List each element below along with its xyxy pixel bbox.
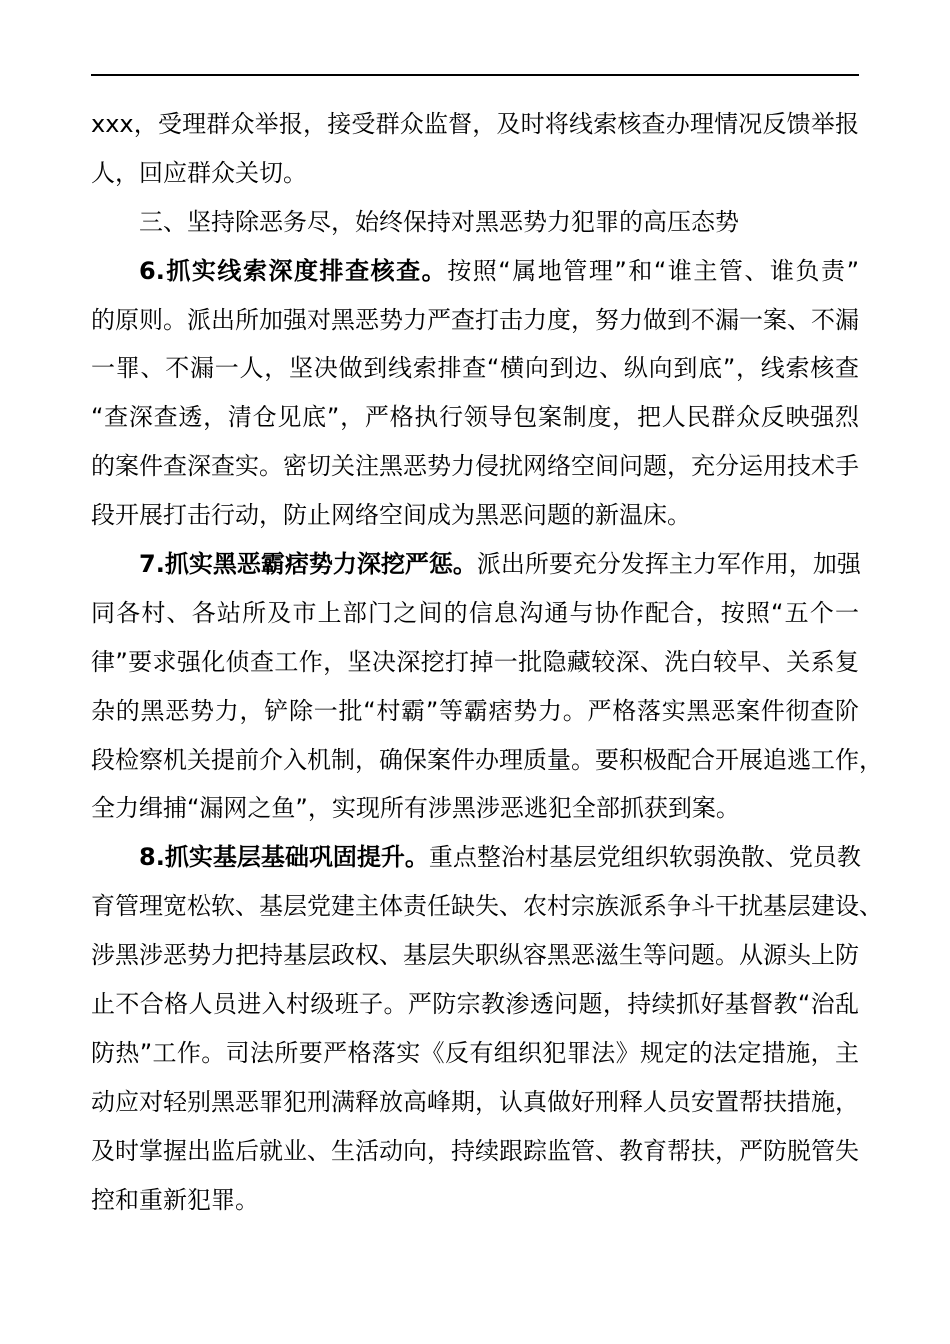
- text-line: [91, 1127, 859, 1176]
- line-text: 防热”工作。司法所要严格落实《反有组织犯罪法》规定的法定措施，主: [91, 1038, 859, 1067]
- section-heading-line: [91, 540, 859, 589]
- line-text: 一罪、不漏一人，坚决做到线索排查“横向到边、纵向到底”，线索核查: [91, 354, 859, 383]
- line-text: “查深查透，清仓见底”，严格执行领导包案制度，把人民群众反映强烈: [91, 403, 859, 432]
- document-body: [91, 100, 883, 1224]
- line-text: 动应对轻别黑恶罪犯刑满释放高峰期，认真做好刑释人员安置帮扶措施，: [91, 1087, 859, 1116]
- text-line: [91, 296, 859, 345]
- section-heading: 7.抓实黑恶霸痞势力深挖严惩。: [139, 550, 477, 579]
- line-text: 止不合格人员进入村级班子。严防宗教渗透问题，持续抓好基督教“治乱: [91, 990, 859, 1019]
- line-text: 涉黑涉恶势力把持基层政权、基层失职纵容黑恶滋生等问题。从源头上防: [91, 941, 859, 970]
- line-text: 重点整治村基层党组织软弱涣散、党员教: [428, 843, 861, 872]
- text-line: [91, 1176, 859, 1225]
- text-line: [91, 393, 859, 442]
- text-line: [91, 882, 883, 931]
- text-line: [91, 149, 859, 198]
- line-text: 按照“属地管理”和“谁主管、谁负责”: [447, 256, 860, 285]
- section-heading-line: [91, 833, 859, 882]
- section-heading: 8.抓实基层基础巩固提升。: [139, 843, 429, 872]
- line-text: 段检察机关提前介入机制，确保案件办理质量。要积极配合开展追逃工作，: [91, 745, 883, 774]
- section-heading: 6.抓实线索深度排查核查。: [139, 256, 448, 285]
- line-text: 三、坚持除恶务尽，始终保持对黑恶势力犯罪的高压态势: [139, 207, 739, 236]
- line-text: 全力缉捕“漏网之鱼”，实现所有涉黑涉恶逃犯全部抓获到案。: [91, 794, 740, 823]
- line-text: xxx，受理群众举报，接受群众监督，及时将线索核查办理情况反馈举报: [91, 110, 859, 138]
- line-text: 的案件查深查实。密切关注黑恶势力侵扰网络空间问题，充分运用技术手: [91, 452, 859, 481]
- line-text: 段开展打击行动，防止网络空间成为黑恶问题的新温床。: [91, 501, 691, 530]
- text-line: [91, 198, 859, 247]
- text-line: [91, 1078, 859, 1127]
- line-text: 同各村、各站所及市上部门之间的信息沟通与协作配合，按照“五个一: [91, 598, 859, 627]
- header-rule: [91, 74, 859, 76]
- section-heading-line: [91, 247, 859, 296]
- text-line: [91, 1029, 859, 1078]
- line-text: 派出所要充分发挥主力军作用，加强: [476, 550, 861, 579]
- text-line: [91, 931, 859, 980]
- line-text: 律”要求强化侦查工作，坚决深挖打掉一批隐藏较深、洗白较早、关系复: [91, 647, 859, 676]
- text-line: [91, 589, 859, 638]
- line-text: 及时掌握出监后就业、生活动向，持续跟踪监管、教育帮扶，严防脱管失: [91, 1136, 859, 1165]
- text-line: [91, 491, 859, 540]
- text-line: [91, 736, 883, 785]
- text-line: [91, 980, 859, 1029]
- line-text: 人，回应群众关切。: [91, 158, 307, 187]
- line-text: 的原则。派出所加强对黑恶势力严查打击力度，努力做到不漏一案、不漏: [91, 305, 859, 334]
- text-line: [91, 638, 859, 687]
- line-text: 杂的黑恶势力，铲除一批“村霸”等霸痞势力。严格落实黑恶案件彻查阶: [91, 696, 859, 725]
- text-line: [91, 100, 859, 149]
- text-line: [91, 344, 859, 393]
- line-text: 控和重新犯罪。: [91, 1185, 259, 1214]
- text-line: [91, 442, 859, 491]
- line-text: 育管理宽松软、基层党建主体责任缺失、农村宗族派系争斗干扰基层建设、: [91, 892, 883, 921]
- text-line: [91, 687, 859, 736]
- text-line: [91, 784, 859, 833]
